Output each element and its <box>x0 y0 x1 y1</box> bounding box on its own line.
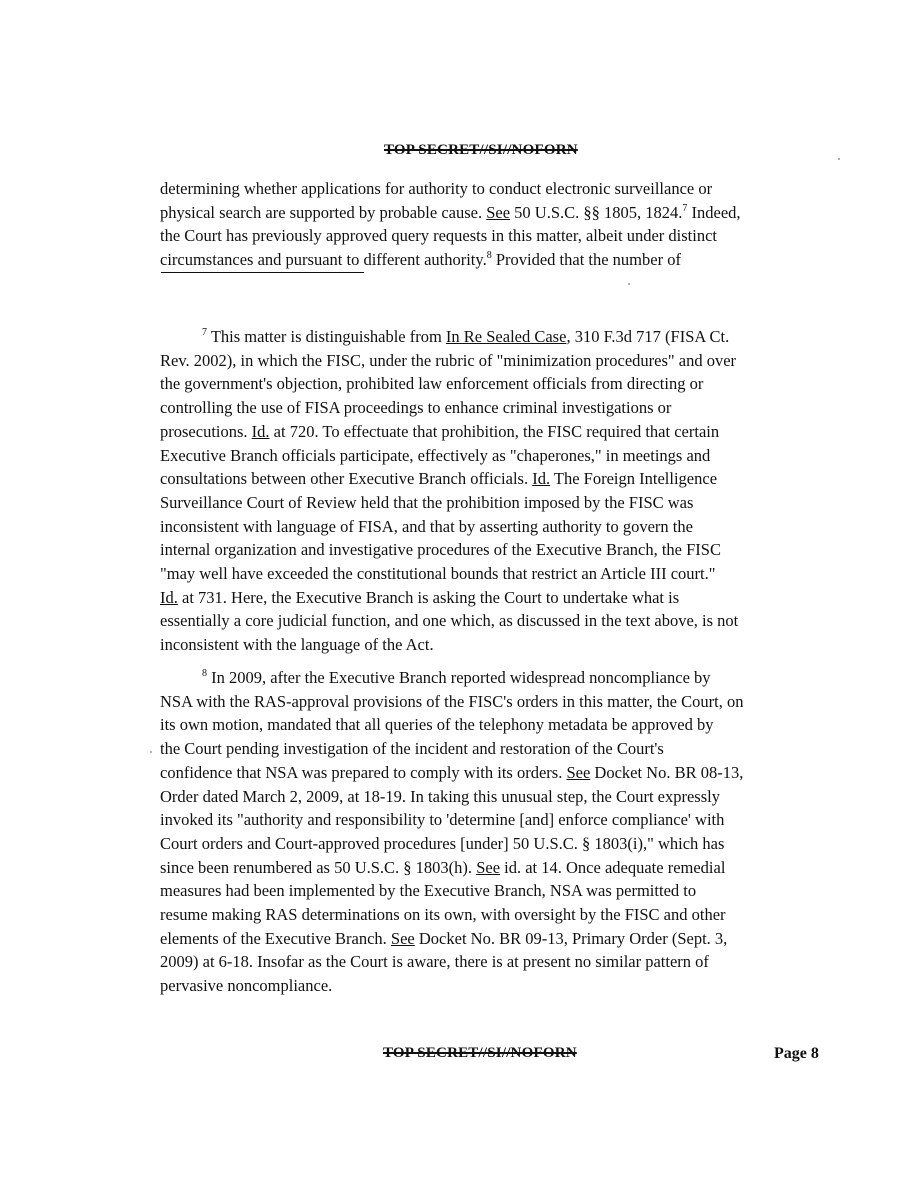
footnote-marker: 8 <box>202 668 207 679</box>
text-line: essentially a core judicial function, and one which, as discussed in the text above, is not <box>160 611 739 631</box>
citation-signal: In Re Sealed Case <box>445 327 567 346</box>
text-line: Id. at 731. Here, the Executive Branch is asking the Court to undertake what is <box>160 587 680 607</box>
citation-signal: See <box>486 202 511 222</box>
text-line: 2009) at 6-18. Insofar as the Court is aware, there is at present no similar pattern of <box>160 952 709 972</box>
citation-signal: See <box>566 762 591 782</box>
scan-speck <box>628 283 630 285</box>
footnote-separator <box>161 272 364 273</box>
text-line: measures had been implemented by the Executive Branch, NSA was permitted to <box>160 881 697 901</box>
text-line: "may well have exceeded the constitutional bounds that restrict an Article III court." <box>160 564 716 584</box>
text-line: since been renumbered as 50 U.S.C. § 1803(h). See id. at 14. Once adequate remedial <box>160 857 726 877</box>
text-line: pervasive noncompliance. <box>160 976 333 996</box>
text-line: internal organization and investigative procedures of the Executive Branch, the FISC <box>160 540 721 560</box>
text-line: Surveillance Court of Review held that the prohibition imposed by the FISC was <box>160 492 694 512</box>
text-line: prosecutions. Id. at 720. To effectuate that prohibition, the FISC required that certain <box>160 421 720 441</box>
text-line: invoked its "authority and responsibility to 'determine [and] enforce compliance' with <box>160 810 725 830</box>
text-line: Court orders and Court-approved procedures [under] 50 U.S.C. § 1803(i)," which has <box>160 833 725 853</box>
text-line: $^8$ In 2009, after the Executive Branch reported widespread noncompliance by <box>202 668 711 687</box>
footnote-marker: 7 <box>202 327 207 338</box>
scan-speck <box>150 751 152 753</box>
scan-speck <box>838 158 840 160</box>
text-line: $^7$ This matter is distinguishable from In Re Sealed Case, 310 F.3d 717 (FISA Ct. <box>202 327 730 346</box>
text-line: resume making RAS determinations on its own, with oversight by the FISC and other <box>160 905 726 925</box>
text-line: the government's objection, prohibited law enforcement officials from directing or <box>160 374 704 394</box>
citation-signal: Id. <box>251 421 270 441</box>
footnote-reference: 8 <box>486 250 492 262</box>
text-line: its own motion, mandated that all queries of the telephony metadata be approved by <box>160 715 714 735</box>
text-line: elements of the Executive Branch. See Docket No. BR 09-13, Primary Order (Sept. 3, <box>160 928 728 948</box>
footnote-8 <box>160 666 820 998</box>
footnote-reference: 7 <box>682 202 688 214</box>
citation-signal: Id. <box>160 587 178 607</box>
text-line: circumstances and pursuant to different authority.$^8$ Provided that the number of <box>160 250 681 270</box>
text-line: inconsistent with language of FISA, and that by asserting authority to govern the <box>160 516 693 536</box>
page-number: Page 8 <box>774 1045 819 1062</box>
text-line: Rev. 2002), in which the FISC, under the rubric of "minimization procedures" and over <box>160 350 737 370</box>
text-line: confidence that NSA was prepared to comply with its orders. See Docket No. BR 08-13, <box>160 762 744 782</box>
text-line: NSA with the RAS-approval provisions of the FISC's orders in this matter, the Court, on <box>160 691 744 711</box>
text-line: Order dated March 2, 2009, at 18-19. In taking this unusual step, the Court expressly <box>160 786 720 806</box>
text-line: Executive Branch officials participate, effectively as "chaperones," in meetings and <box>160 445 711 465</box>
citation-signal: See <box>476 857 501 877</box>
text-line: inconsistent with the language of the Act. <box>160 635 434 655</box>
citation-signal: Id. <box>532 469 551 489</box>
text-line: the Court pending investigation of the incident and restoration of the Court's <box>160 739 664 759</box>
footnote-7 <box>160 325 820 657</box>
text-line: the Court has previously approved query requests in this matter, albeit under distinct <box>160 226 718 246</box>
classification-header: TOP SECRET//SI//NOFORN <box>384 142 578 158</box>
classification-footer: TOP SECRET//SI//NOFORN <box>383 1045 577 1061</box>
text-line: determining whether applications for authority to conduct electronic surveillance or <box>160 179 713 198</box>
body-text <box>160 177 820 272</box>
text-line: consultations between other Executive Branch officials. Id. The Foreign Intelligence <box>160 469 718 489</box>
text-line: physical search are supported by probable cause. See 50 U.S.C. §§ 1805, 1824.$^7$ Indeed, <box>160 202 741 222</box>
text-line: controlling the use of FISA proceedings to enhance criminal investigations or <box>160 398 672 418</box>
citation-signal: See <box>390 928 415 948</box>
